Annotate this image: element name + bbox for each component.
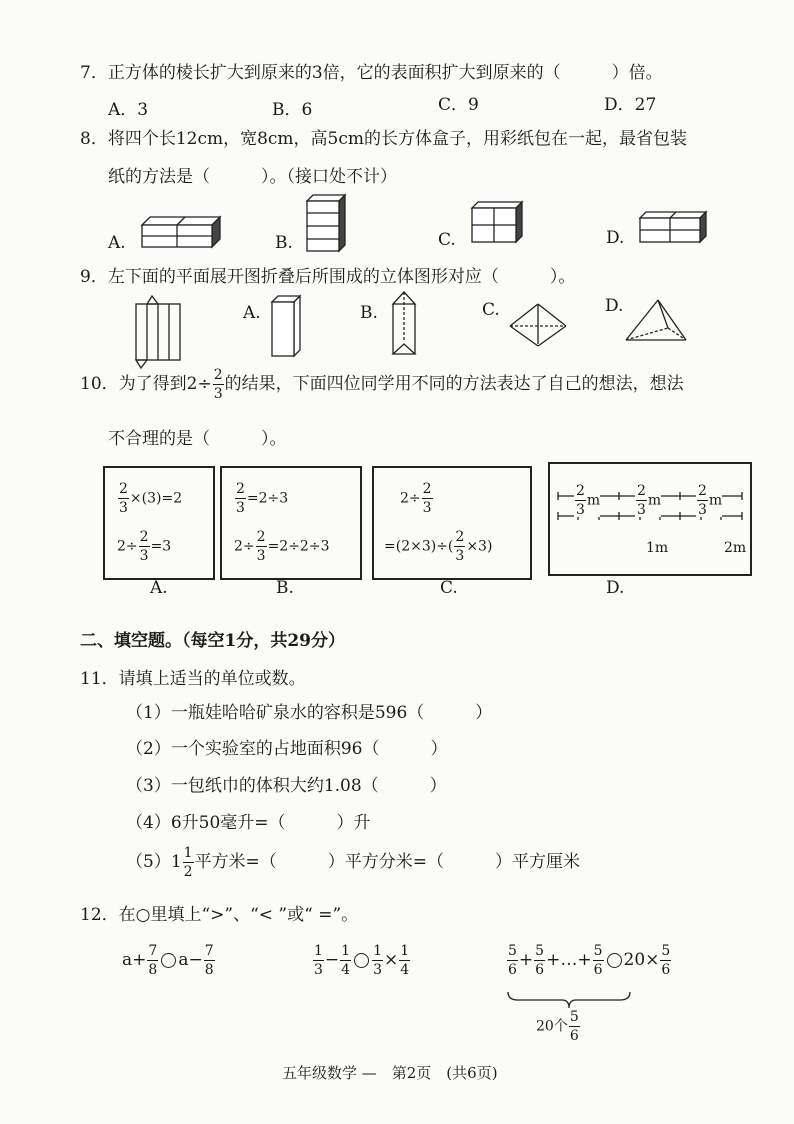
- q11-item-3: （3）一包纸巾的体积大约1.08（ ）: [126, 776, 447, 796]
- q10-label-a: A.: [150, 578, 168, 598]
- q7-option-c: C．9: [438, 95, 479, 115]
- q10-label-b: B.: [276, 578, 294, 598]
- q12-title: 12．在○里填上“>”、“< ”或“ =”。: [80, 905, 359, 925]
- q12-brace-label: 20个 $\frac{5}{6}$: [536, 1009, 579, 1044]
- q10-box-d: $\frac{2}{3}$ m $\frac{2}{3}$ m $\frac{2}{3}$ m 1m 2m: [548, 462, 752, 576]
- q9-net-figure: [128, 296, 190, 368]
- q10-box-d-label-2m: 2m: [724, 540, 747, 556]
- q8-option-a: A.: [108, 233, 126, 253]
- q9-option-c: C.: [482, 300, 500, 320]
- q11-title: 11．请填上适当的单位或数。: [80, 669, 306, 689]
- q10-box-a: $\frac{2}{3}$ ×(3)=2 2÷ $\frac{2}{3}$ =3: [103, 466, 215, 580]
- q12-expr-1: a+ $\frac{7}{8}$ a− $\frac{7}{8}$: [122, 943, 214, 978]
- q9-option-d: D.: [605, 296, 624, 316]
- q9-option-b: B.: [360, 303, 378, 323]
- q10-fraction: $\frac{2}{3}$: [213, 367, 223, 402]
- q8-option-d: D.: [606, 228, 625, 248]
- q10-box-c: 2÷ $\frac{2}{3}$ =(2×3)÷( $\frac{2}{3}$ ×3): [372, 466, 532, 580]
- q10-label-d: D.: [606, 578, 625, 598]
- q7-option-a: A．3: [108, 100, 149, 120]
- q8-box-c-figure: [470, 200, 526, 246]
- q10-label-c: C.: [440, 578, 458, 598]
- q8-line1: 8．将四个长12cm，宽8cm，高5cm的长方体盒子，用彩纸包在一起，最省包装: [80, 129, 688, 149]
- q8-line2: 纸的方法是（ ）。（接口处不计）: [108, 167, 397, 187]
- q9-option-c-figure: [508, 302, 568, 348]
- page-footer: 五年级数学 — 第2页 (共6页): [282, 1064, 498, 1082]
- q12-expr-2: $\frac{1}{3}$ − $\frac{1}{4}$ $\frac{1}{3}$ × $\frac{1}{4}$: [314, 943, 410, 978]
- q10-box-d-label-1m: 1m: [646, 540, 669, 556]
- compare-circle-3[interactable]: [607, 953, 622, 968]
- q9-option-a: A.: [243, 303, 261, 323]
- q9-option-a-figure: [270, 294, 304, 360]
- q7-option-d: D．27: [604, 95, 657, 115]
- q9-text: 9．左下面的平面展开图折叠后所围成的立体图形对应（ ）。: [80, 267, 576, 287]
- q8-box-a-figure: [140, 215, 222, 251]
- q11-item-2: （2）一个实验室的占地面积96（ ）: [126, 739, 448, 759]
- q10-line1: 10．为了得到2÷ $\frac{2}{3}$ 的结果，下面四位同学用不同的方法表达了自己的想法，想法: [80, 367, 684, 402]
- compare-circle-2[interactable]: [354, 953, 369, 968]
- q8-option-c: C.: [438, 230, 456, 250]
- q8-box-b-figure: [305, 193, 349, 255]
- q11-item-1: （1）一瓶娃哈哈矿泉水的容积是596（ ）: [126, 703, 493, 723]
- q10-box-b: $\frac{2}{3}$ =2÷3 2÷ $\frac{2}{3}$ =2÷2÷3: [220, 466, 362, 580]
- q10-line2: 不合理的是（ ）。: [108, 429, 287, 449]
- q9-option-b-figure: [391, 290, 417, 360]
- q11-item-5: （5）1 $\frac{1}{2}$ 平方米=（ ）平方分米=（ ）平方厘米: [126, 845, 581, 880]
- section2-title: 二、填空题。（每空1分，共29分）: [80, 631, 345, 651]
- q7-text: 7．正方体的棱长扩大到原来的3倍，它的表面积扩大到原来的（ ）倍。: [80, 63, 663, 83]
- compare-circle-1[interactable]: [161, 953, 176, 968]
- q9-option-d-figure: [624, 298, 688, 344]
- q7-option-b: B．6: [272, 100, 313, 120]
- q8-box-d-figure: [638, 210, 710, 246]
- q8-option-b: B.: [275, 233, 293, 253]
- q11-item-4: （4）6升50毫升=（ ）升: [126, 813, 371, 833]
- q12-expr-3: $\frac{5}{6}$ + $\frac{5}{6}$ +…+ $\frac{5}{6}$ 20× $\frac{5}{6}$: [508, 943, 671, 978]
